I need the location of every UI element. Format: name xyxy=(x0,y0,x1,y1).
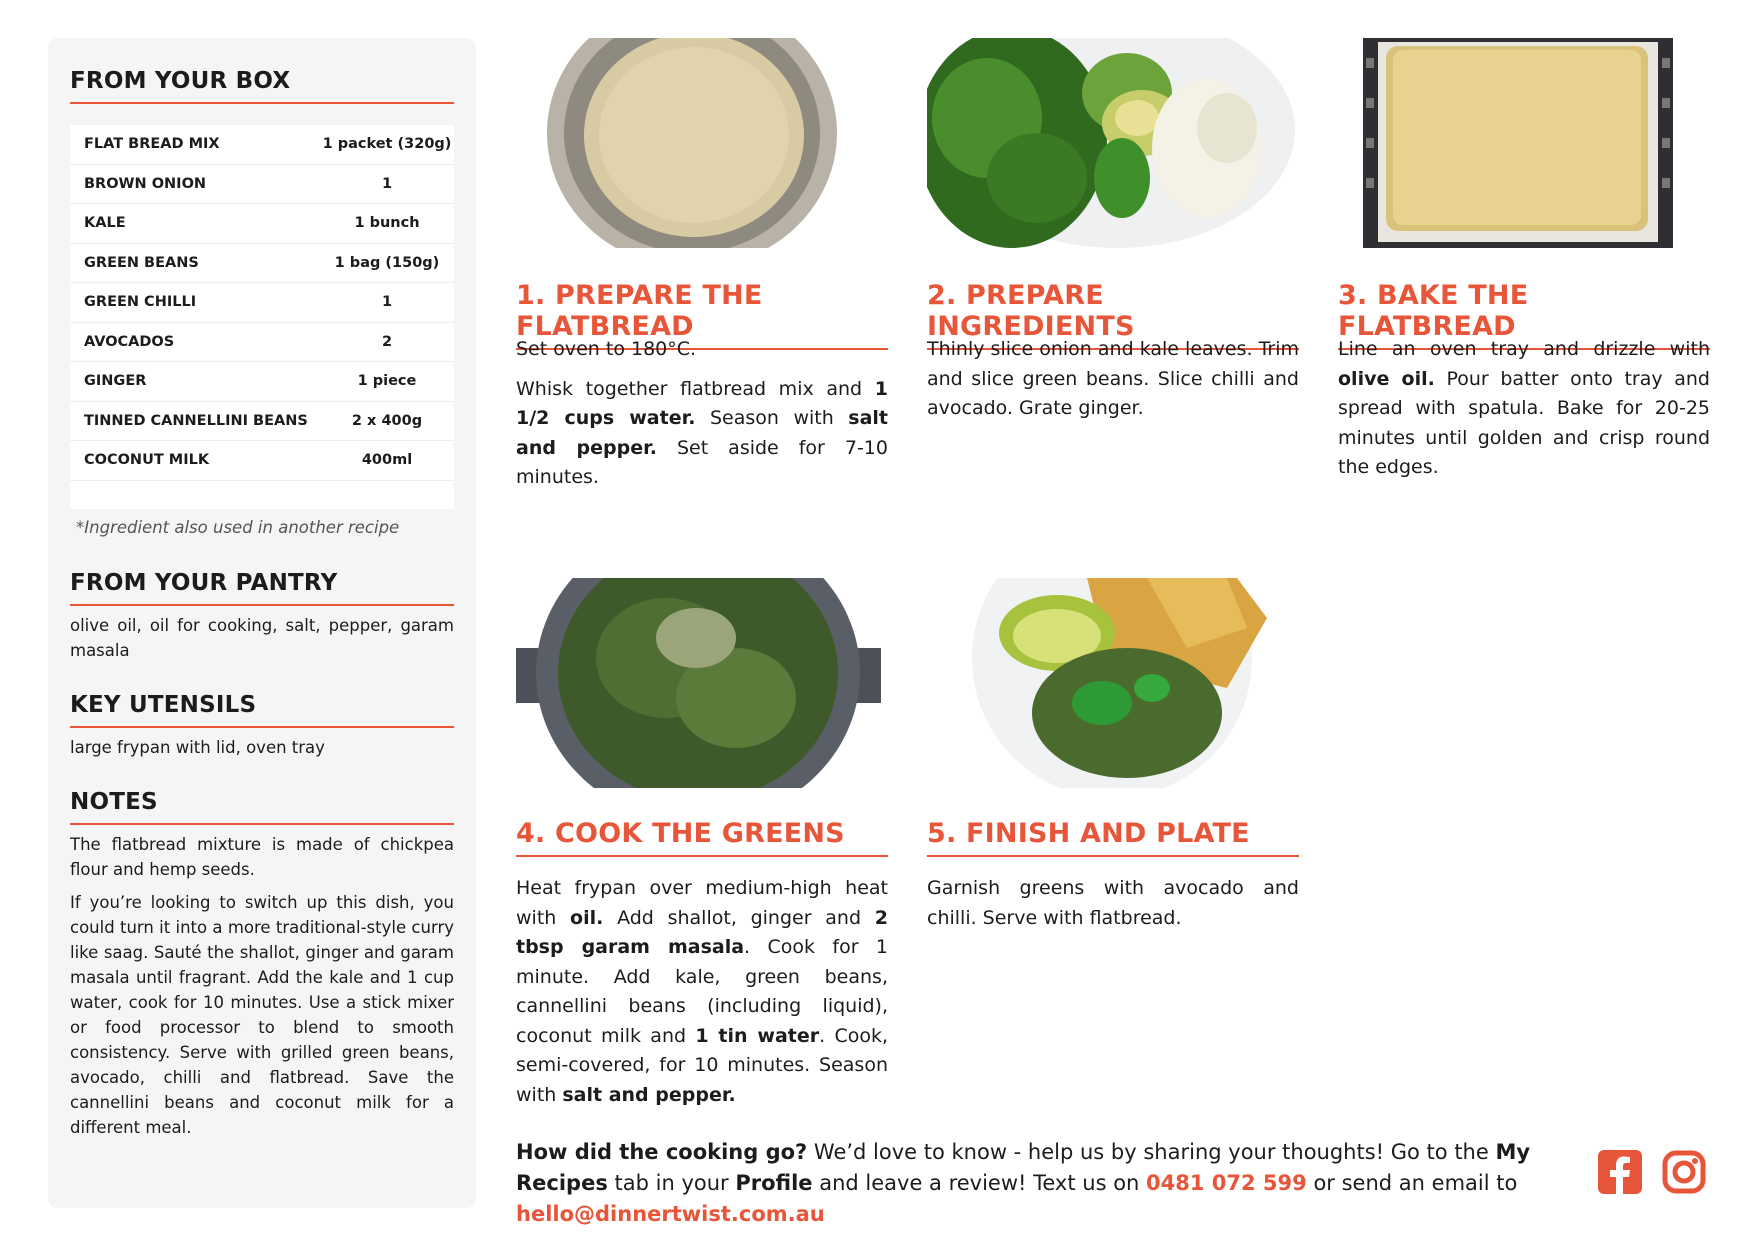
step-2-p1: Thinly slice onion and kale leaves. Trim and slice green beans. Slice chilli and avocado. Grate ginger. xyxy=(927,338,1299,419)
feedback-footer xyxy=(516,1137,1566,1230)
step-2-title: 2. PREPARE INGREDIENTS xyxy=(927,280,1299,350)
footer-text-2: tab in your xyxy=(607,1171,736,1195)
ingredient-quantity: 1 piece xyxy=(357,373,417,390)
phone-link[interactable]: 0481 072 599 xyxy=(1146,1171,1307,1195)
notes-paragraph-1: The flatbread mixture is made of chickpea flour and hemp seeds. xyxy=(70,835,454,879)
ingredients-table xyxy=(70,125,454,509)
step-4-d: 2 tbsp garam masala xyxy=(516,906,888,958)
step-1-p2c: Season with xyxy=(695,407,849,429)
ingredient-name: GREEN BEANS xyxy=(84,254,199,271)
ingredient-name: KALE xyxy=(84,215,126,232)
notes-paragraph-2: If you’re looking to switch up this dish, you could turn it into a more traditional-style curry like saag. Sauté the shallot, ginger and garam masala until fragrant. Add the kale and 1 cup water, cook for 10 minutes. Use a stick mixer or food processor to blend to smooth consistency. Serve with grilled green beans, avocado, chilli and flatbread. Save the cannellini beans and coconut milk for a different meal. xyxy=(70,893,454,1137)
notes-heading: NOTES xyxy=(70,789,454,825)
step-3-p1b: olive oil. xyxy=(1338,367,1435,390)
step-4-c: Add shallot, ginger and xyxy=(603,906,875,929)
ingredient-row xyxy=(70,283,454,323)
ingredient-row xyxy=(70,165,454,205)
step-1-p2a: Whisk together flatbread mix and xyxy=(516,377,875,400)
from-your-box-heading: FROM YOUR BOX xyxy=(70,68,454,104)
ingredient-quantity: 2 x 400g xyxy=(351,412,423,429)
ingredient-name: AVOCADOS xyxy=(84,333,175,350)
step-4-title: 4. COOK THE GREENS xyxy=(516,818,888,857)
instagram-icon[interactable] xyxy=(1662,1150,1706,1194)
step-1-title: 1. PREPARE THE FLATBREAD xyxy=(516,280,888,350)
feedback-question: How did the cooking go? xyxy=(516,1140,808,1164)
ingredient-row xyxy=(70,323,454,363)
step-2-image xyxy=(927,38,1297,248)
ingredient-quantity: 1 bunch xyxy=(354,215,420,232)
step-1-image xyxy=(516,38,886,248)
ingredient-row xyxy=(70,244,454,284)
footer-text-1: We’d love to know - help us by sharing your thoughts! Go to the xyxy=(807,1140,1496,1164)
ingredient-quantity: 1 packet (320g) xyxy=(322,136,452,153)
step-5-text xyxy=(927,874,1299,943)
step-1-p1: Set oven to 180°C. xyxy=(516,338,697,360)
ingredient-footnote: *Ingredient also used in another recipe xyxy=(76,518,400,537)
step-1-p2e: Set aside for 7-10 minutes. xyxy=(516,436,888,488)
step-4-image xyxy=(516,578,886,788)
step-4-g: . Cook, semi-covered, for 10 minutes. Season with xyxy=(516,1024,889,1106)
step-2-text xyxy=(927,335,1299,434)
footer-text-4: or send an email to xyxy=(1306,1171,1518,1195)
step-5-p1: Garnish greens with avocado and chilli. Serve with flatbread. xyxy=(927,877,1299,929)
step-3-title: 3. BAKE THE FLATBREAD xyxy=(1338,280,1710,350)
ingredient-name: GINGER xyxy=(84,373,147,390)
utensils-text: large frypan with lid, oven tray xyxy=(70,738,325,757)
ingredient-quantity: 1 xyxy=(381,294,393,311)
step-1-p2d: salt and pepper. xyxy=(516,407,888,459)
step-1-p2 xyxy=(516,375,888,493)
my-recipes-label: My Recipes xyxy=(516,1140,1531,1195)
step-3-p1 xyxy=(1338,335,1710,483)
step-3-image xyxy=(1338,38,1708,248)
ingredient-name: TINNED CANNELLINI BEANS xyxy=(84,412,308,429)
facebook-icon[interactable] xyxy=(1598,1150,1642,1194)
step-1-p2b: 1 1/2 cups water. xyxy=(516,377,888,429)
ingredient-row xyxy=(70,125,454,165)
ingredients-sidebar xyxy=(48,38,476,1208)
ingredient-row xyxy=(70,204,454,244)
email-link[interactable]: hello@dinnertwist.com.au xyxy=(516,1202,825,1226)
step-3-p1c: Pour batter onto tray and spread with spatula. Bake for 20-25 minutes until golden and crisp round the edges. xyxy=(1338,367,1710,478)
profile-label: Profile xyxy=(735,1171,813,1195)
ingredient-row xyxy=(70,362,454,402)
step-4-b: oil. xyxy=(570,906,604,929)
ingredient-name: GREEN CHILLI xyxy=(84,294,197,311)
ingredient-quantity: 1 bag (150g) xyxy=(334,254,440,271)
ingredient-name: BROWN ONION xyxy=(84,175,207,192)
ingredient-quantity: 2 xyxy=(381,333,393,350)
step-3-p1a: Line an oven tray and drizzle with xyxy=(1338,338,1710,360)
ingredient-name: COCONUT MILK xyxy=(84,452,210,469)
pantry-text: olive oil, oil for cooking, salt, pepper, garam masala xyxy=(70,616,454,660)
step-4-a: Heat frypan over medium-high heat with xyxy=(516,877,888,929)
footer-text-3: and leave a review! Text us on xyxy=(812,1171,1147,1195)
ingredient-name: FLAT BREAD MIX xyxy=(84,136,220,153)
ingredient-quantity: 1 xyxy=(381,175,393,192)
step-4-p1 xyxy=(516,874,888,1110)
step-5-title: 5. FINISH AND PLATE xyxy=(927,818,1299,857)
step-4-f: 1 tin water xyxy=(695,1024,820,1047)
step-5-image xyxy=(927,578,1297,788)
step-4-e: . Cook for 1 minute. Add kale, green beans, cannellini beans (including liquid), coconut milk and xyxy=(516,936,888,1047)
ingredient-quantity: 400ml xyxy=(361,452,413,469)
step-4-text xyxy=(516,874,888,1120)
ingredient-row xyxy=(70,402,454,442)
key-utensils-heading: KEY UTENSILS xyxy=(70,692,454,728)
ingredient-row xyxy=(70,441,454,481)
step-1-text xyxy=(516,335,888,503)
step-3-text xyxy=(1338,335,1710,493)
step-4-h: salt and pepper. xyxy=(562,1083,736,1106)
from-your-pantry-heading: FROM YOUR PANTRY xyxy=(70,570,454,606)
